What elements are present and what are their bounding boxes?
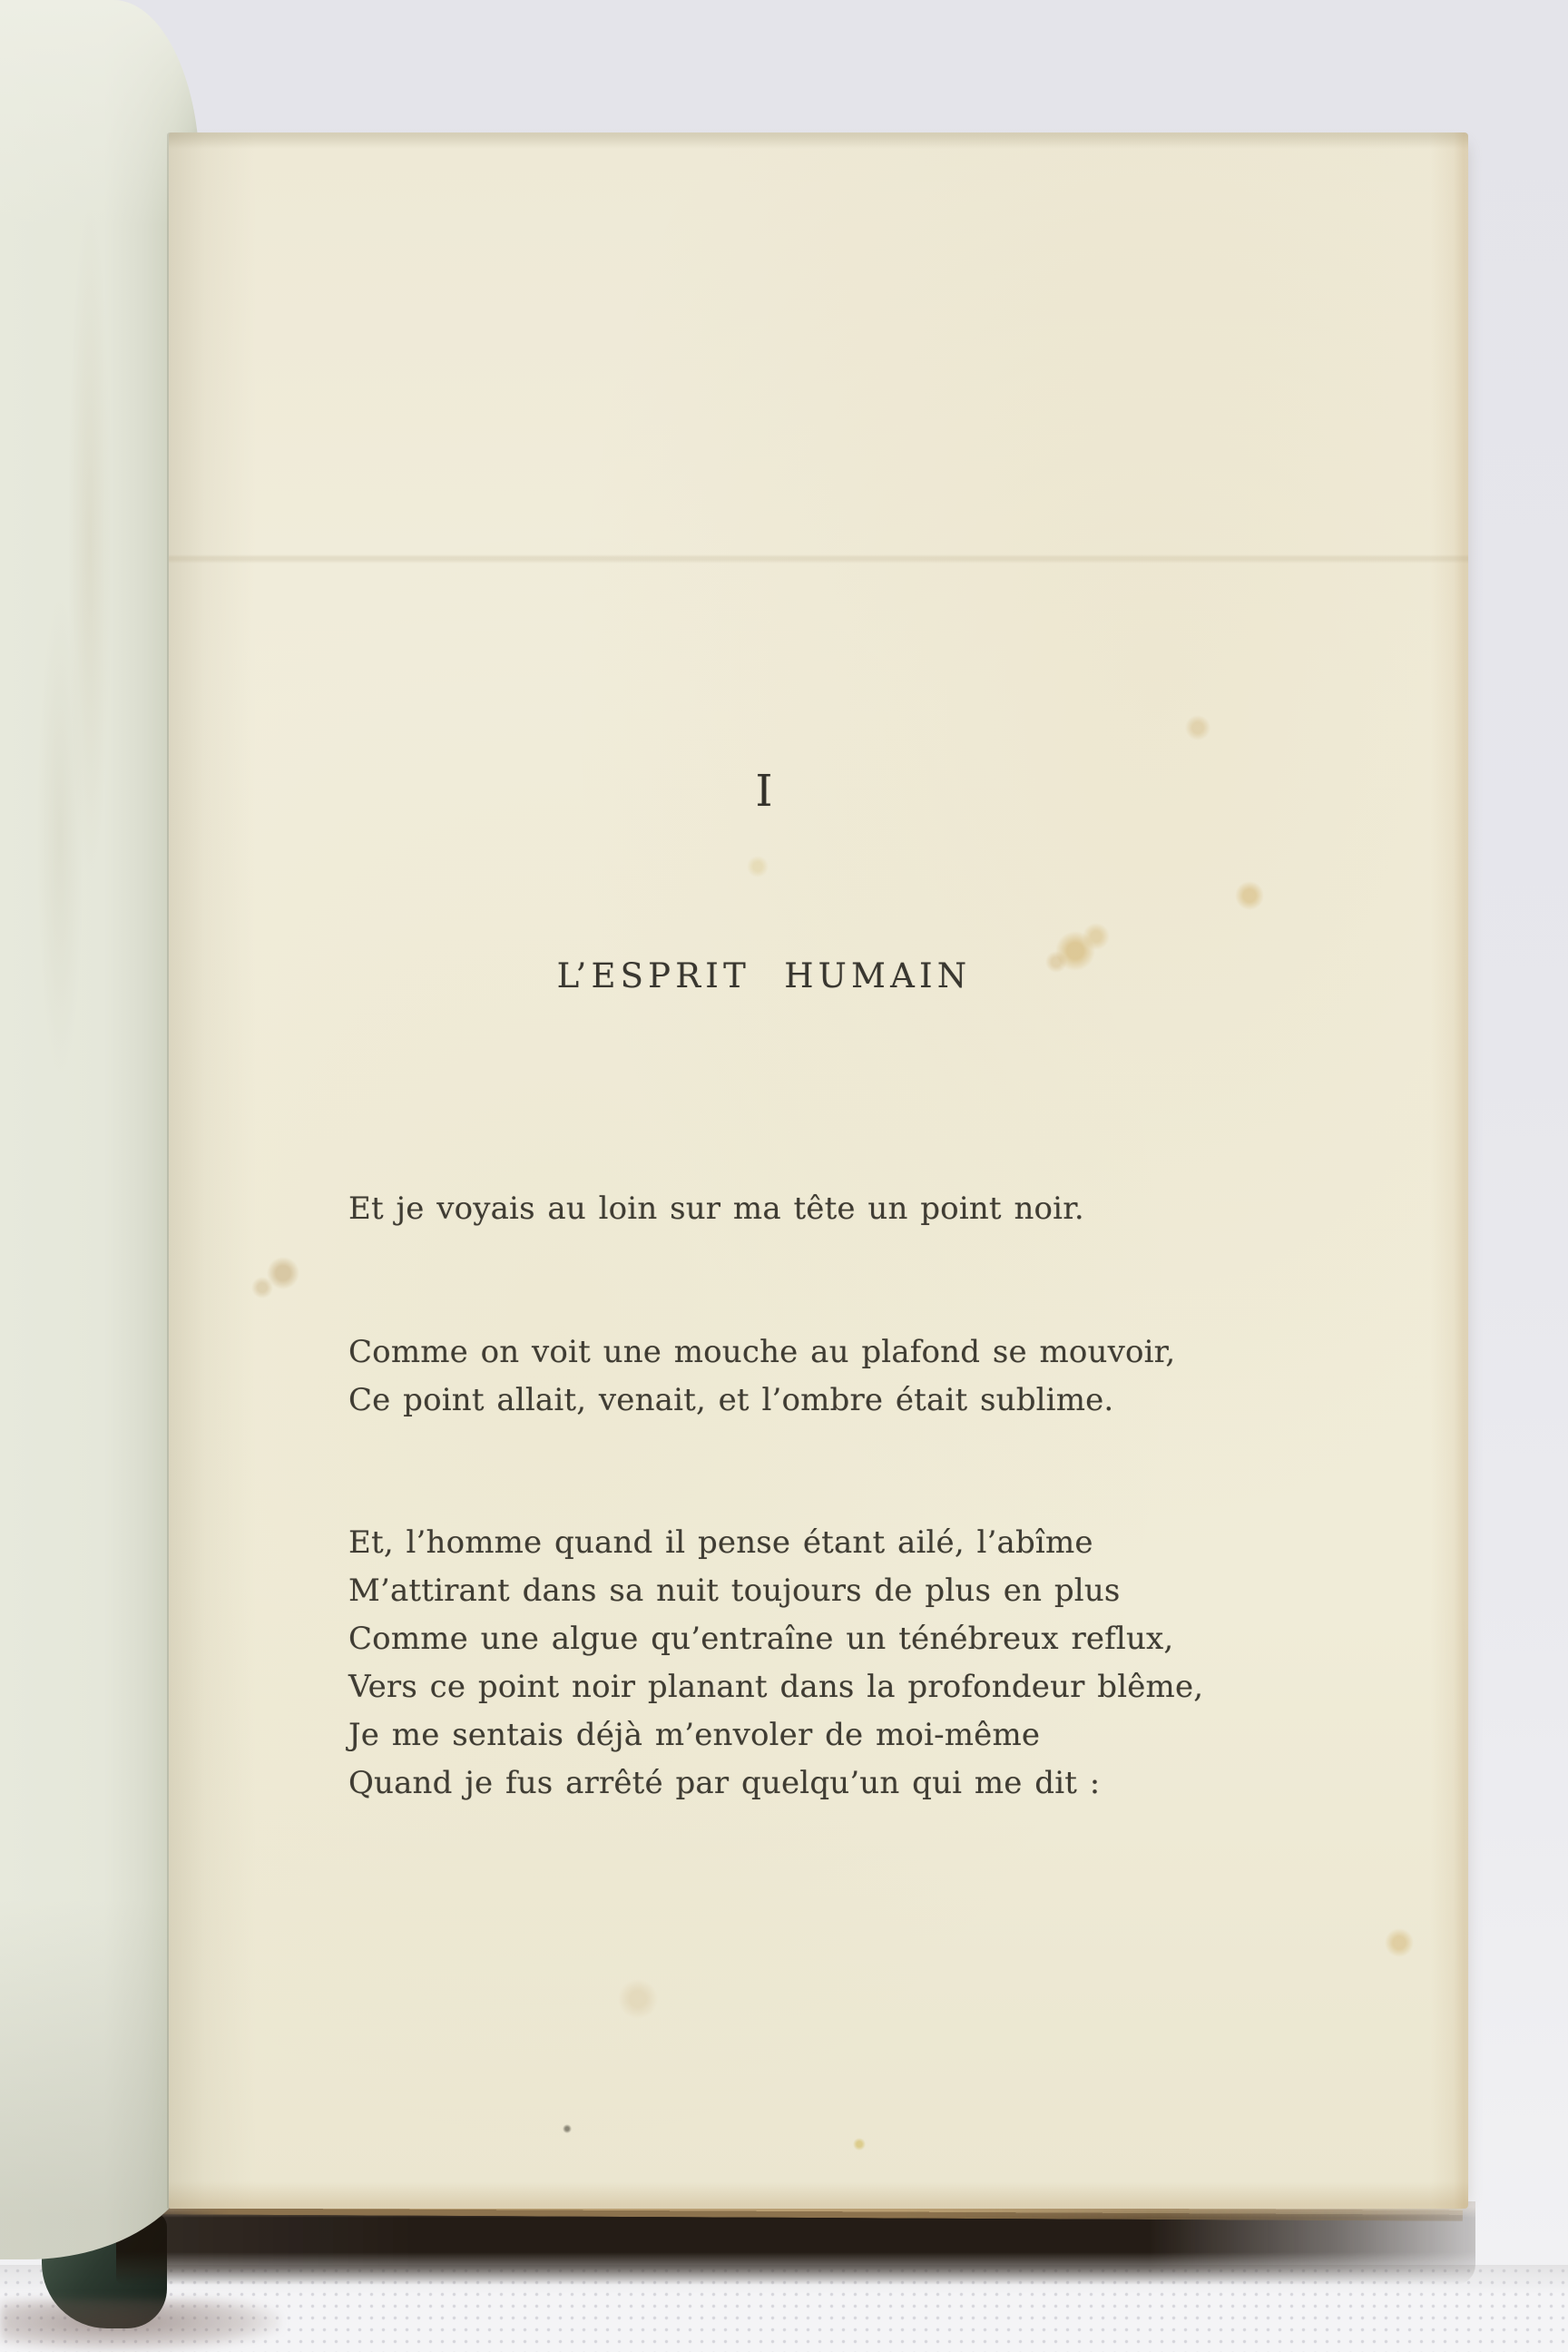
poem-title: L’ESPRIT HUMAIN xyxy=(556,956,972,995)
poem-line: Quand je fus arrêté par quelqu’un qui me dit : xyxy=(348,1765,1101,1801)
stanza xyxy=(348,1328,1180,1425)
poem-line: Ce point allait, venait, et l’ombre était sublime. xyxy=(348,1382,1114,1418)
cover-reflection-shadow xyxy=(0,2299,281,2352)
poem-line: Comme on voit une mouche au plafond se mouvoir, xyxy=(348,1334,1176,1370)
poem-line: Comme une algue qu’entraîne un ténébreux reflux, xyxy=(348,1621,1174,1657)
poem-line: Je me sentais déjà m’envoler de moi-même xyxy=(348,1717,1041,1753)
book-page xyxy=(169,132,1468,2209)
printed-text-block xyxy=(348,132,1204,2209)
poem-line: Et je voyais au loin sur ma tête un point noir. xyxy=(348,1191,1084,1227)
poem-line: M’attirant dans sa nuit toujours de plus en plus xyxy=(348,1573,1121,1609)
stanza xyxy=(348,1519,1204,1808)
stanza xyxy=(348,1185,1180,1233)
poem-line: Et, l’homme quand il pense étant ailé, l’abîme xyxy=(348,1524,1093,1561)
chapter-numeral: I xyxy=(755,766,773,817)
poem-line: Vers ce point noir planant dans la profondeur blême, xyxy=(348,1669,1204,1705)
